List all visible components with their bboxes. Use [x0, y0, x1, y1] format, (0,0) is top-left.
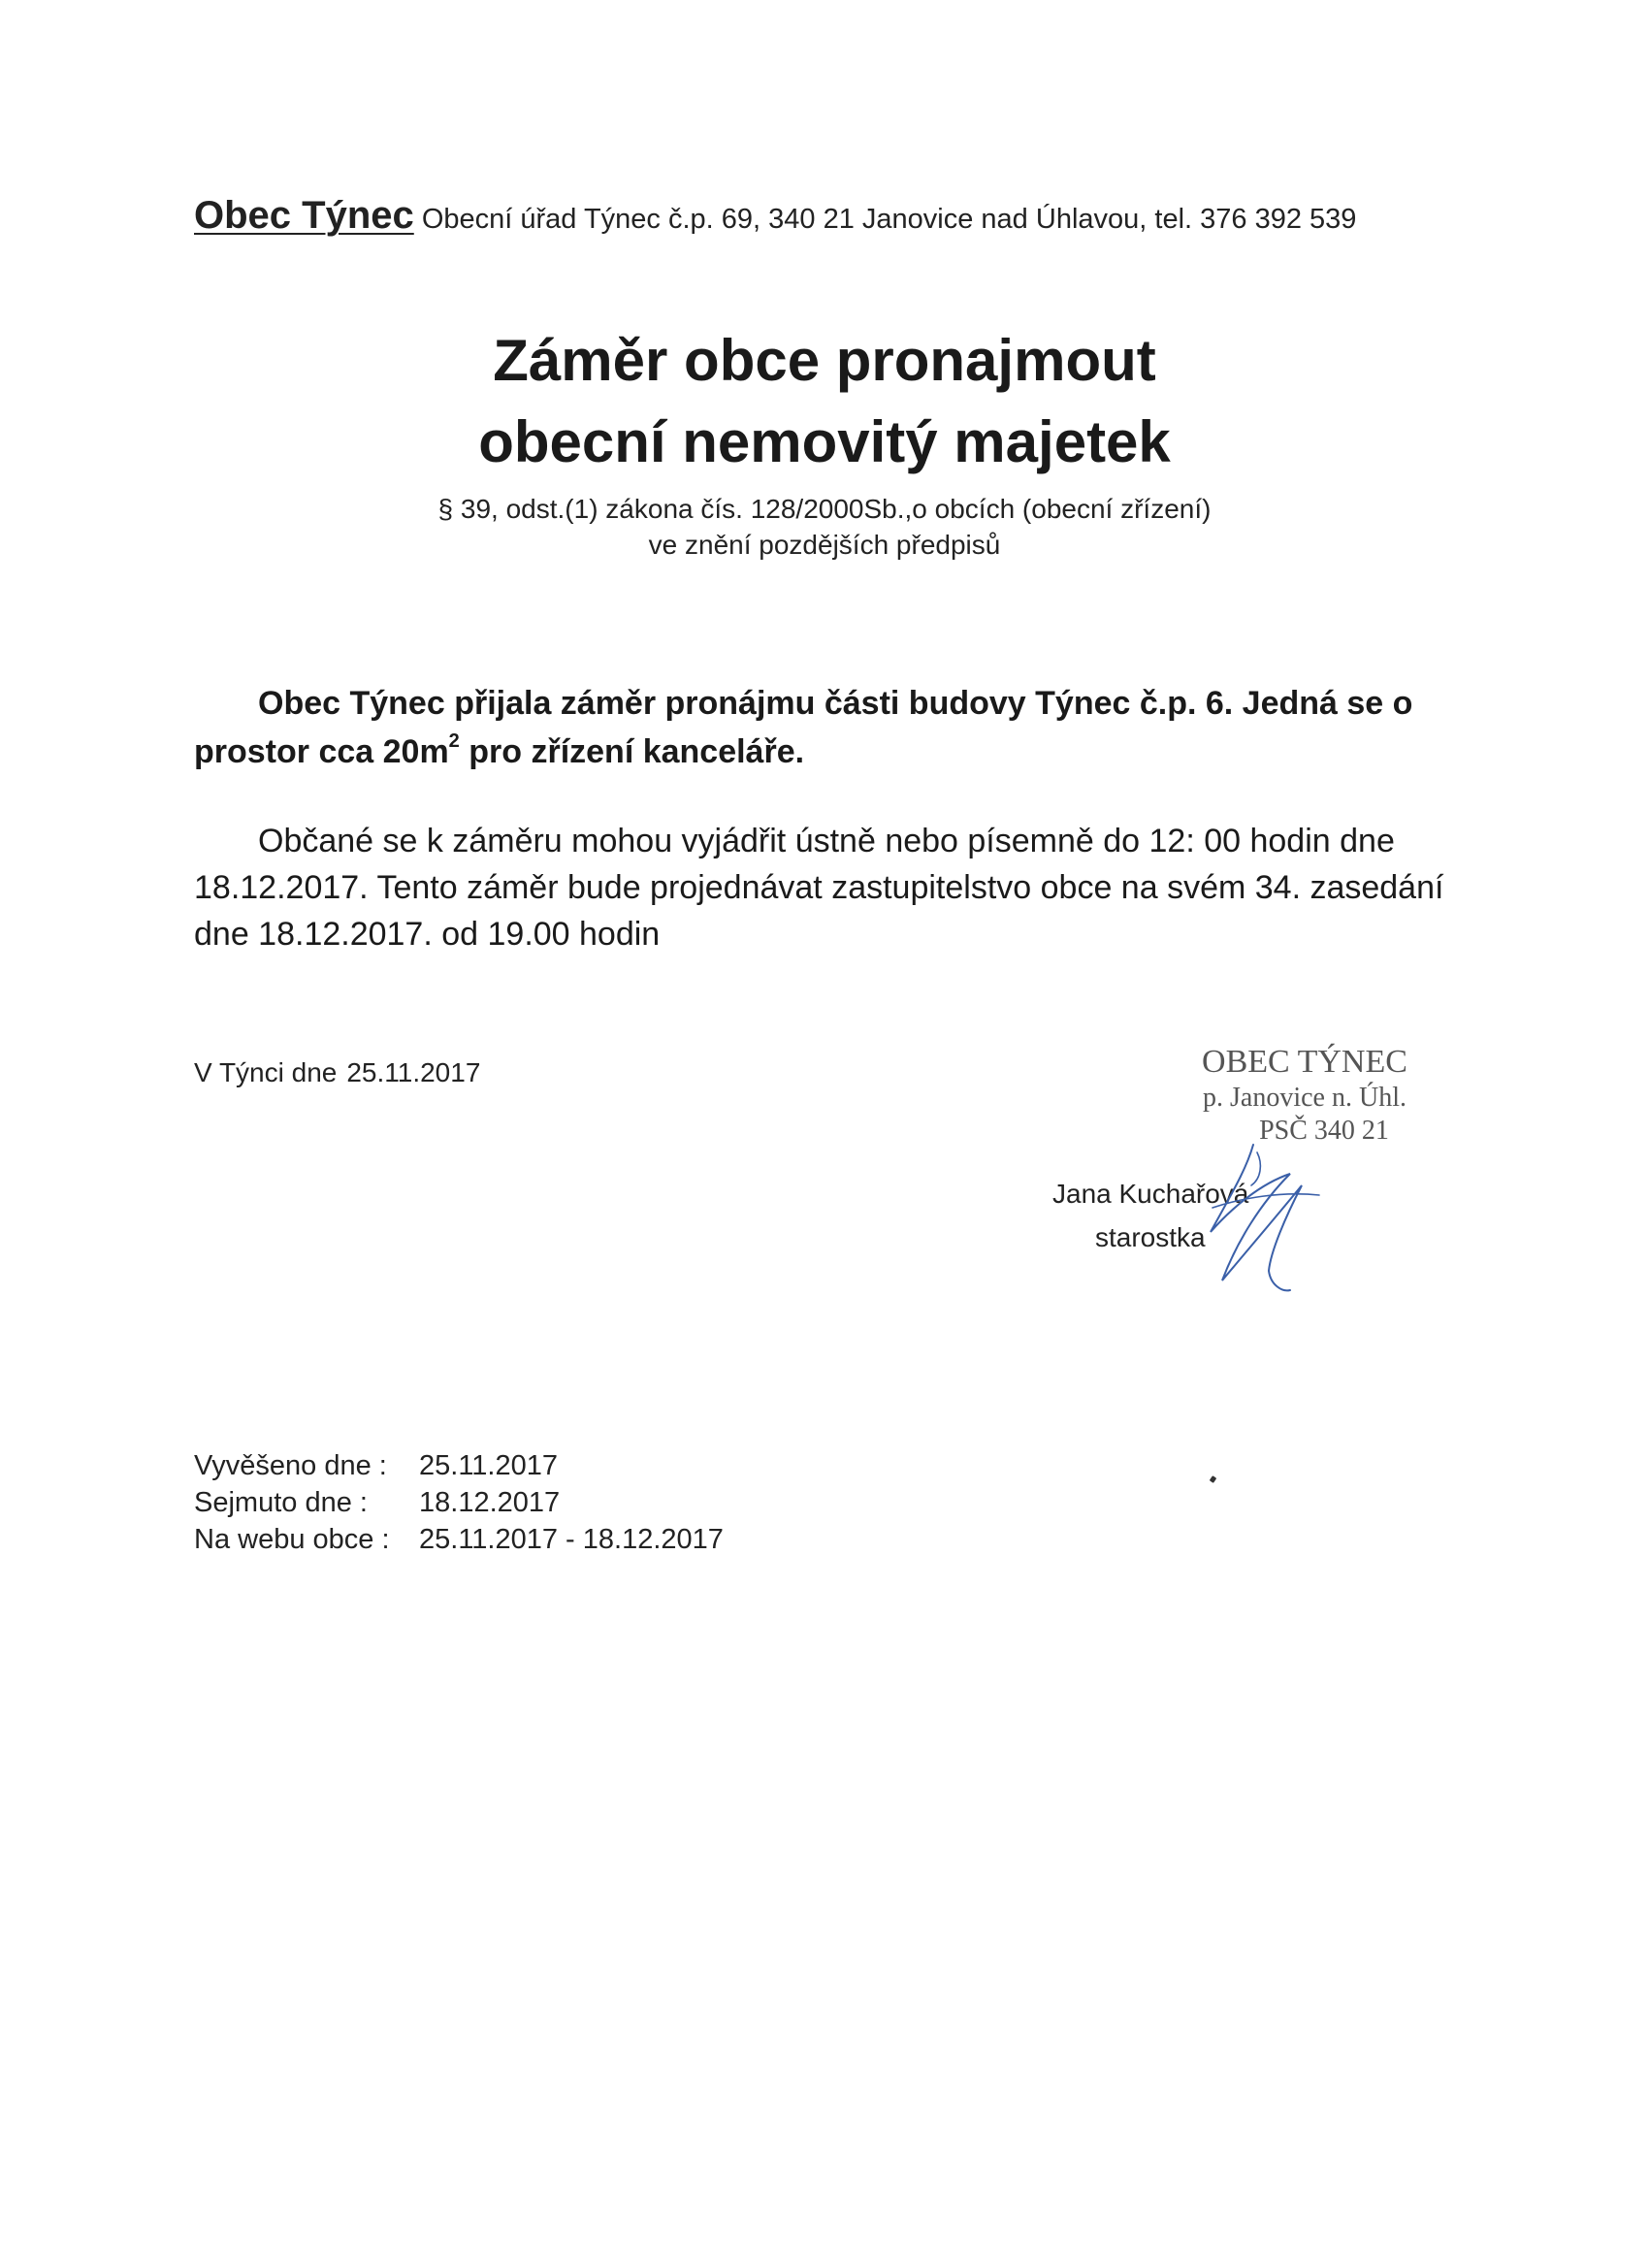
title-block — [0, 320, 1649, 563]
notice-paragraph: Občané se k záměru mohou vyjádřit ústně nebo písemně do 12: 00 hodin dne 18.12.2017. Tento záměr bude projednávat zastupitelstvo obce na svém 34. zasedání dne 18.12.2017. od 19.00 hodin — [194, 823, 1444, 953]
posted-label: Vyvěšeno dne : — [194, 1450, 387, 1481]
posted-value: 25.11.2017 — [419, 1450, 558, 1481]
signer-name: Jana Kuchařová — [1052, 1179, 1249, 1209]
stray-ink-mark — [1210, 1475, 1217, 1483]
document-title-line-2: obecní nemovitý majetek — [478, 409, 1171, 474]
web-label: Na webu obce : — [194, 1524, 390, 1555]
office-address: Obecní úřad Týnec č.p. 69, 340 21 Janovice nad Úhlavou, tel. 376 392 539 — [421, 204, 1357, 235]
web-row — [194, 1521, 724, 1558]
document-title-line-1: Záměr obce pronajmout — [493, 328, 1156, 393]
posted-row — [194, 1447, 724, 1484]
issue-date: 25.11.2017 — [346, 1057, 481, 1087]
area-superscript: 2 — [448, 729, 460, 752]
handwritten-signature-icon — [1193, 1125, 1339, 1300]
removed-label: Sejmuto dne : — [194, 1487, 368, 1518]
intro-text-end: pro zřízení kanceláře. — [459, 733, 805, 770]
removed-value: 18.12.2017 — [419, 1487, 561, 1518]
stamp-line-1: OBEC TÝNEC — [1202, 1044, 1407, 1080]
place-and-date — [194, 1057, 480, 1088]
legal-reference-line-1: § 39, odst.(1) zákona čís. 128/2000Sb.,o obcích (obecní zřízení) — [437, 494, 1212, 524]
signer-role: starostka — [1095, 1222, 1206, 1252]
letterhead — [194, 194, 1356, 238]
removed-row — [194, 1484, 724, 1521]
stamp-line-2: p. Janovice n. Úhl. — [1203, 1083, 1406, 1113]
municipality-name: Obec Týnec — [194, 194, 414, 237]
web-value: 25.11.2017 - 18.12.2017 — [419, 1524, 724, 1555]
place-label: V Týnci dne — [194, 1057, 338, 1087]
posting-record — [194, 1447, 724, 1558]
stamp-line-3: PSČ 340 21 — [1259, 1116, 1389, 1146]
intro-paragraph — [194, 679, 1455, 776]
intro-text: Obec Týnec přijala záměr pronájmu části budovy Týnec č.p. 6. Jedná se o prostor cca 20m — [194, 685, 1413, 770]
legal-reference-line-2: ve znění pozdějších předpisů — [648, 530, 1001, 560]
